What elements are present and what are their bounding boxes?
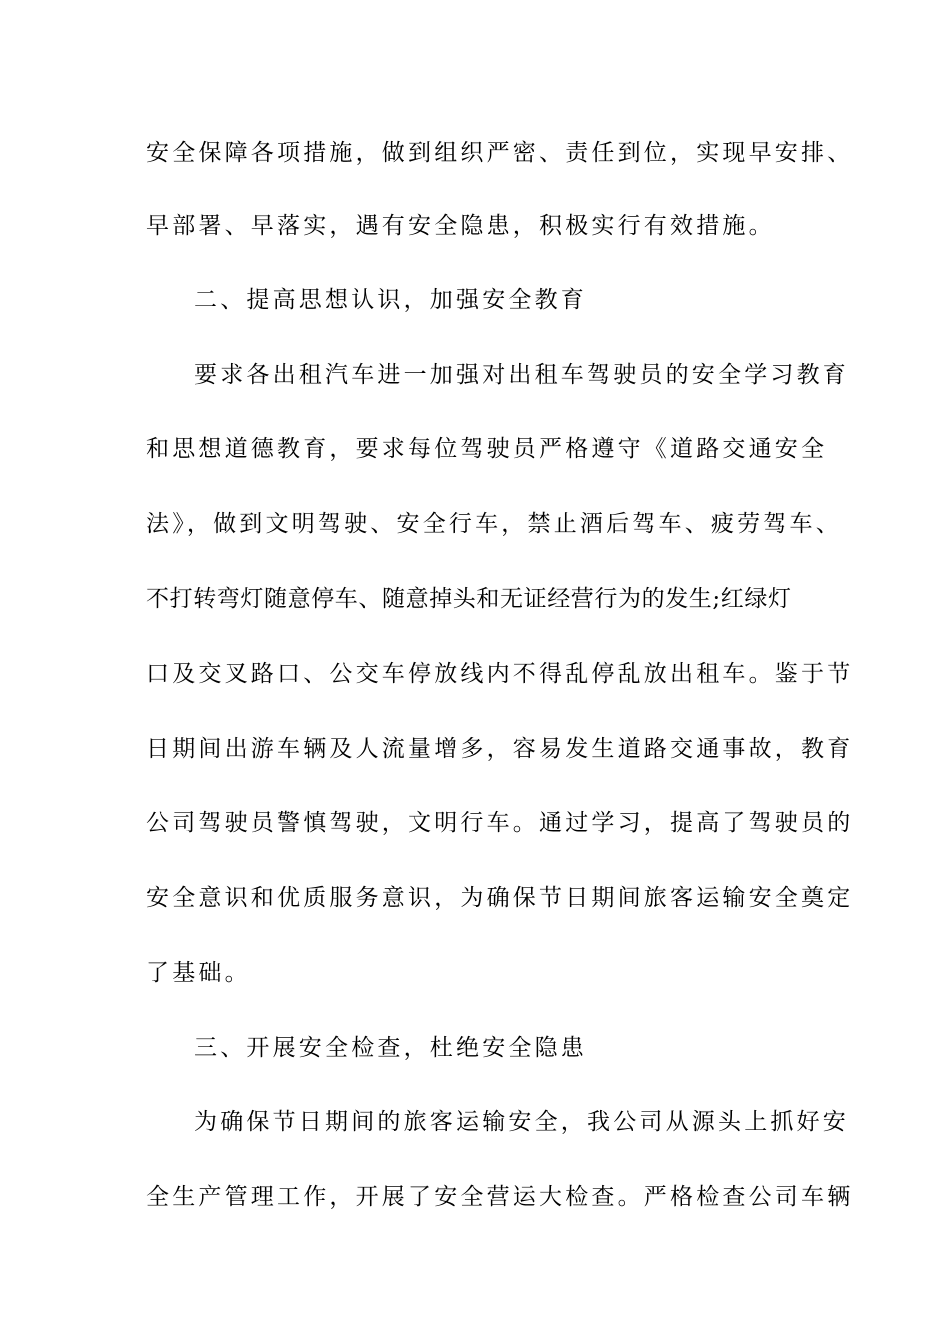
paragraph-line: 公司驾驶员警慎驾驶，文明行车。通过学习，提高了驾驶员的	[146, 810, 854, 836]
paragraph-line: 法》，做到文明驾驶、安全行车，禁止酒后驾车、疲劳驾车、	[146, 511, 842, 537]
section-heading: 二、提高思想认识，加强安全教育	[194, 287, 587, 313]
paragraph-line: 和思想道德教育，要求每位驾驶员严格遵守《道路交通安全	[146, 436, 828, 462]
paragraph-line: 了基础。	[146, 960, 251, 986]
paragraph-line: 早部署、早落实，遇有安全隐患，积极实行有效措施。	[146, 213, 775, 239]
paragraph-line: 为确保节日期间的旅客运输安全，我公司从源头上抓好安	[194, 1109, 849, 1135]
paragraph-line: 不打转弯灯随意停车、随意掉头和无证经营行为的发生;红绿灯	[146, 586, 792, 612]
section-heading: 三、开展安全检查，杜绝安全隐患	[194, 1035, 587, 1061]
paragraph-line: 全生产管理工作，开展了安全营运大检查。严格检查公司车辆	[146, 1184, 854, 1210]
paragraph-line: 日期间出游车辆及人流量增多，容易发生道路交通事故，教育	[146, 736, 854, 762]
paragraph-line: 安全保障各项措施，做到组织严密、责任到位，实现早安排、	[146, 140, 854, 166]
paragraph-line: 口及交叉路口、公交车停放线内不得乱停乱放出租车。鉴于节	[146, 661, 854, 687]
paragraph-line: 安全意识和优质服务意识，为确保节日期间旅客运输安全奠定	[146, 885, 854, 911]
paragraph-line: 要求各出租汽车进一加强对出租车驾驶员的安全学习教育	[194, 362, 849, 388]
